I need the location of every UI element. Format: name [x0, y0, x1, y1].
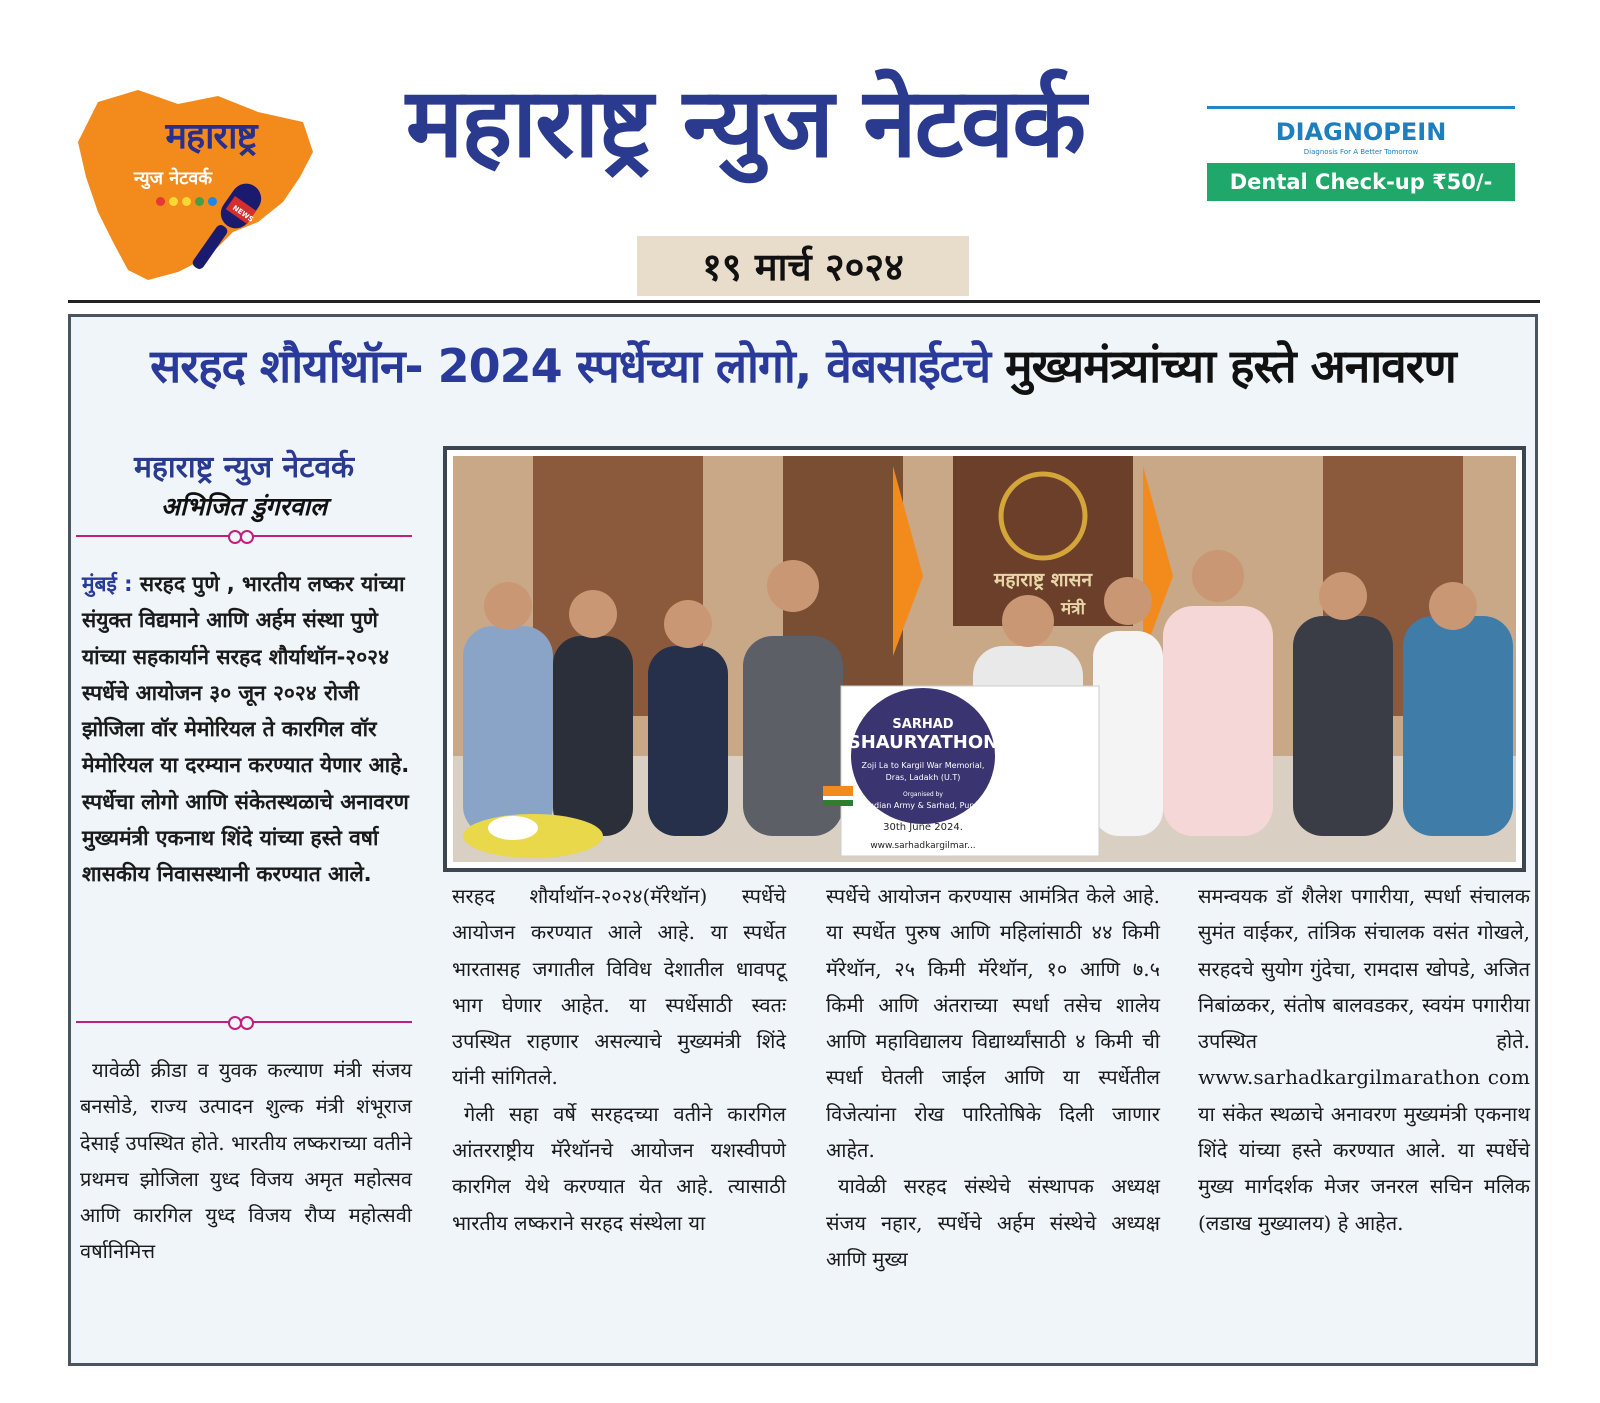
banner-text: SARHAD [892, 717, 954, 732]
column-text: स्पर्धेचे आयोजन करण्यास आमंत्रित केले आहे. या स्पर्धेत पुरुष आणि महिलांसाठी ४४ किमी मॅरेथॉन, २५ किमी मॅरेथॉन, १० आणि ७.५ किमी आणि अंतराच्या स्पर्धा तसेच शालेय आणि महाविद्यालय विद्यार्थ्यांसाठी ४ किमी ची स्पर्धा घेतली जाईल आणि या स्पर्धेतील विजेत्यांना रोख पारितोषिके दिली जाणार आहेत. [826, 884, 1160, 1163]
column-text: यावेळी क्रीडा व युवक कल्याण मंत्री संजय बनसोडे, राज्य उत्पादन शुल्क मंत्री शंभूराज देसाई उपस्थित होते. भारतीय लष्कराच्या वतीने प्रथमच झोजिला युध्द विजय अमृत महोत्सव आणि कारगिल युध्द विजय रौप्य महोत्सवी वर्षानिमित्त [80, 1058, 412, 1264]
lead-text: सरहद पुणे , भारतीय लष्कर यांच्या संयुक्त विद्यमाने आणि अर्हम संस्था पुणे यांच्या सहकार्याने सरहद शौर्याथॉन-२०२४ स्पर्धेचे आयोजन ३० जून २०२४ रोजी झोजिला वॉर मेमोरियल ते कारगिल वॉर मेमोरियल या दरम्यान करण्यात येणार आहे. स्पर्धेचा लोगो आणि संकेतस्थळाचे अनावरण मुख्यमंत्री एकनाथ शिंदे यांच्या हस्ते वर्षा शासकीय निवासस्थानी करण्यात आले. [82, 572, 410, 887]
body-column-2 [452, 878, 786, 1241]
ornamental-divider [76, 1014, 412, 1030]
mic-tag-text: NEWS [231, 203, 255, 224]
banner-text: Dras, Ladakh (U.T) [885, 773, 961, 782]
body-column-4 [1198, 878, 1530, 1241]
newspaper-logo [68, 82, 318, 282]
column-text: गेली सहा वर्षे सरहदच्या वतीने कारगिल आंतरराष्ट्रीय मॅरेथॉनचे आयोजन यशस्वीपणे कारगिल येथे करण्यात येत आहे. त्यासाठी भारतीय लष्कराने सरहद संस्थेला या [452, 1101, 786, 1235]
news-photo [443, 446, 1526, 872]
flowers-decoration [463, 814, 603, 858]
dateline-place: मुंबई : [82, 572, 133, 596]
emblem-text-2: मंत्री [1061, 599, 1085, 619]
body-column-1 [80, 1052, 412, 1270]
microphone-icon [186, 182, 266, 282]
ad-top-rule [1207, 106, 1515, 109]
ad-brand: DIAGNOPEIN [1275, 118, 1447, 146]
logo-subtitle: न्युज नेटवर्क [133, 168, 213, 189]
ad-offer: Dental Check-up ₹50/- [1207, 163, 1515, 201]
masthead-rule [68, 300, 1540, 303]
byline-author: अभिजित डुंगरवाल [160, 492, 328, 521]
banner-text: 30th June 2024. [883, 822, 963, 833]
column-text: सरहद शौर्याथॉन-२०२४(मॅरेथॉन) स्पर्धेचे आयोजन करण्यात आले आहे. या स्पर्धेत भारतासह जगातील विविध देशातील धावपटू भाग घेणार आहेत. या स्पर्धेसाठी स्वतः उपस्थित राहणार असल्याचे मुख्यमंत्री शिंदे यांनी सांगितले. [452, 884, 786, 1090]
headline-part-blue: सरहद शौर्याथॉन- 2024 स्पर्धेच्या लोगो, वेबसाईटचे [150, 339, 991, 393]
headline-part-black: मुख्यमंत्र्यांच्या हस्ते अनावरण [1005, 339, 1456, 393]
ornamental-divider [76, 528, 412, 544]
banner-text: SHAURYATHON [847, 732, 999, 753]
byline-organisation: महाराष्ट्र न्युज नेटवर्क [133, 450, 355, 485]
issue-date: १९ मार्च २०२४ [637, 236, 969, 296]
logo-title: महाराष्ट्र [165, 116, 257, 157]
banner-text: Organised by [903, 791, 943, 798]
lead-paragraph [82, 566, 412, 893]
photo-scene [453, 456, 1516, 862]
masthead-title: महाराष्ट्र न्युज नेटवर्क [405, 67, 1085, 179]
ad-tagline: Diagnosis For A Better Tomorrow [1303, 148, 1419, 156]
banner-text: Indian Army & Sarhad, Pune [866, 801, 980, 810]
article-headline [72, 334, 1534, 396]
body-column-3 [826, 878, 1160, 1277]
emblem-text: महाराष्ट्र शासन [993, 569, 1093, 591]
column-text: समन्वयक डॉ शैलेश पगारीया, स्पर्धा संचालक सुमंत वाईकर, तांत्रिक संचालक वसंत गोखले, सरहदचे सुयोग गुंदेचा, रामदास खोपडे, अजित निबांळकर, संतोष बालवडकर, स्वयंम पगारीया उपस्थित होते. www.sarhadkargilmarathon com या संकेत स्थळाचे अनावरण मुख्यमंत्री एकनाथ शिंदे यांच्या हस्ते करण्यात आले. या स्पर्धेचे मुख्य मार्गदर्शक मेजर जनरल सचिन मलिक (लडाख मुख्यालय) हे आहेत. [1198, 884, 1530, 1235]
column-text: यावेळी सरहद संस्थेचे संस्थापक अध्यक्ष संजय नहार, स्पर्धेचे अर्हम संस्थेचे अध्यक्ष आणि मुख्य [826, 1174, 1160, 1271]
banner-text: Zoji La to Kargil War Memorial, [861, 761, 985, 770]
banner-text: www.sarhadkargilmar... [870, 841, 976, 851]
